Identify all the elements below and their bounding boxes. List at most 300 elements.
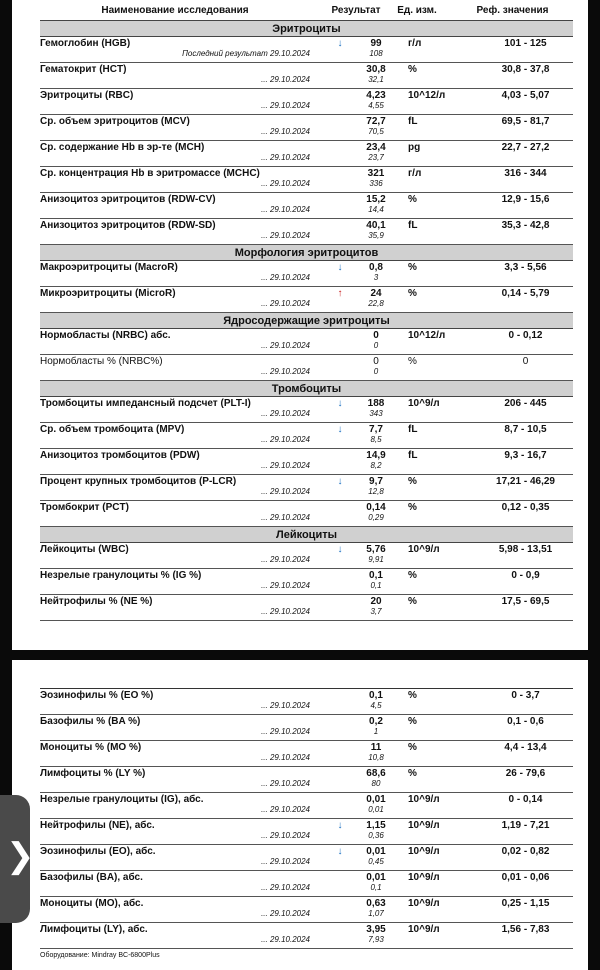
spacer [402, 435, 478, 449]
spacer [478, 49, 573, 63]
spacer [402, 555, 478, 569]
unit: 10^9/л [408, 898, 440, 909]
previous-result-date: ... 29.10.2024 [40, 179, 330, 193]
result-value: 24 [370, 288, 382, 299]
previous-result-date: ... 29.10.2024 [40, 805, 330, 819]
previous-result-date: ... 29.10.2024 [40, 75, 330, 89]
previous-result-date: ... 29.10.2024 [40, 555, 330, 569]
flag-cell [330, 923, 350, 936]
reference-range: 30,8 - 37,8 [501, 64, 550, 75]
section-title: Ядросодержащие эритроциты [40, 313, 573, 329]
test-name: Процент крупных тромбоцитов (P-LCR) [40, 476, 237, 487]
unit: 10^9/л [408, 544, 440, 555]
previous-result-row [40, 153, 573, 167]
reference-range: 17,21 - 46,29 [496, 476, 555, 487]
test-name: Нейтрофилы (NE), абс. [40, 820, 155, 831]
reference-range: 0,14 - 5,79 [501, 288, 550, 299]
previous-result-date: ... 29.10.2024 [40, 935, 330, 949]
result-value: 0,2 [369, 716, 383, 727]
spacer [402, 857, 478, 871]
test-name: Лейкоциты (WBC) [40, 544, 129, 555]
section-title: Тромбоциты [40, 381, 573, 397]
previous-result-value: 3 [350, 273, 402, 287]
spacer [402, 487, 478, 501]
arrow-down-icon: ↓ [337, 820, 343, 831]
previous-result-value: 0 [350, 341, 402, 355]
result-value: 0,01 [366, 872, 386, 883]
test-name: Тромбокрит (PCT) [40, 502, 129, 513]
side-panel-handle[interactable] [0, 795, 35, 923]
spacer [478, 179, 573, 193]
previous-result-value: 9,91 [350, 555, 402, 569]
result-value: 0,8 [369, 262, 383, 273]
previous-result-value: 4,55 [350, 101, 402, 115]
test-name: Анизоцитоз тромбоцитов (PDW) [40, 450, 200, 461]
previous-result-date: ... 29.10.2024 [40, 513, 330, 527]
reference-range: 0 - 3,7 [511, 690, 540, 701]
reference-range: 9,3 - 16,7 [504, 450, 547, 461]
test-name: Нормобласты % (NRBC%) [40, 356, 163, 367]
result-value: 9,7 [369, 476, 383, 487]
spacer [330, 581, 350, 595]
previous-result-value: 14,4 [350, 205, 402, 219]
spacer [330, 101, 350, 115]
spacer [478, 935, 573, 949]
spacer [330, 179, 350, 193]
reference-range: 0,01 - 0,06 [501, 872, 550, 883]
spacer [330, 513, 350, 527]
previous-result-date: ... 29.10.2024 [40, 367, 330, 381]
spacer [478, 75, 573, 89]
flag-cell [330, 871, 350, 884]
previous-result-row [40, 909, 573, 923]
unit: 10^9/л [408, 820, 440, 831]
table-row [40, 115, 573, 128]
spacer [478, 205, 573, 219]
previous-result-value: 80 [350, 779, 402, 793]
unit: 10^9/л [408, 872, 440, 883]
table-row [40, 193, 573, 206]
previous-result-date: Последний результат 29.10.2024 [40, 49, 330, 63]
spacer [402, 581, 478, 595]
unit: 10^9/л [408, 924, 440, 935]
flag-cell [330, 63, 350, 76]
table-row [40, 689, 573, 702]
section-title: Лейкоциты [40, 527, 573, 543]
reference-range: 0,25 - 1,15 [501, 898, 550, 909]
spacer [402, 179, 478, 193]
result-value: 14,9 [366, 450, 386, 461]
spacer [402, 779, 478, 793]
test-name: Ср. объем эритроцитов (MCV) [40, 116, 190, 127]
spacer [402, 701, 478, 715]
previous-result-value: 4,5 [350, 701, 402, 715]
previous-result-value: 22,8 [350, 299, 402, 313]
spacer [330, 299, 350, 313]
previous-result-date: ... 29.10.2024 [40, 231, 330, 245]
spacer [330, 367, 350, 381]
unit: % [408, 262, 417, 273]
spacer [330, 753, 350, 767]
result-value: 20 [370, 596, 382, 607]
previous-result-row [40, 49, 573, 63]
test-name: Нормобласты (NRBC) абс. [40, 330, 171, 341]
result-value: 3,95 [366, 924, 386, 935]
header-unit: Ед. изм. [397, 4, 437, 16]
previous-result-date: ... 29.10.2024 [40, 909, 330, 923]
flag-cell [330, 793, 350, 806]
table-row [40, 501, 573, 514]
previous-result-date: ... 29.10.2024 [40, 153, 330, 167]
previous-result-value: 0 [350, 367, 402, 381]
previous-result-row [40, 179, 573, 193]
unit: % [408, 476, 417, 487]
previous-result-value: 0,01 [350, 805, 402, 819]
result-value: 7,7 [369, 424, 383, 435]
spacer [330, 701, 350, 715]
result-value: 30,8 [366, 64, 386, 75]
result-value: 99 [370, 38, 382, 49]
test-name: Ср. содержание Hb в эр-те (MCH) [40, 142, 205, 153]
previous-result-row [40, 581, 573, 595]
test-name: Ср. концентрация Hb в эритромассе (MCHC) [40, 168, 260, 179]
previous-result-row [40, 487, 573, 501]
spacer [330, 435, 350, 449]
reference-range: 26 - 79,6 [505, 768, 546, 779]
test-name: Гемоглобин (HGB) [40, 38, 131, 49]
spacer [402, 49, 478, 63]
unit: % [408, 570, 417, 581]
flag-cell [330, 355, 350, 368]
previous-result-date: ... 29.10.2024 [40, 273, 330, 287]
previous-result-value: 3,7 [350, 607, 402, 621]
spacer [402, 231, 478, 245]
spacer [478, 727, 573, 741]
previous-result-row [40, 779, 573, 793]
previous-result-value: 23,7 [350, 153, 402, 167]
result-value: 0,14 [366, 502, 386, 513]
table-row [40, 767, 573, 780]
spacer [330, 127, 350, 141]
previous-result-row [40, 273, 573, 287]
previous-result-date: ... 29.10.2024 [40, 461, 330, 475]
table-row [40, 741, 573, 754]
unit: fL [408, 220, 418, 231]
spacer [402, 75, 478, 89]
test-name: Эозинофилы (EO), абс. [40, 846, 156, 857]
table-row [40, 871, 573, 884]
previous-result-row [40, 727, 573, 741]
previous-result-date: ... 29.10.2024 [40, 883, 330, 897]
spacer [330, 857, 350, 871]
test-name: Нейтрофилы % (NE %) [40, 596, 153, 607]
unit: % [408, 194, 417, 205]
spacer [402, 607, 478, 621]
previous-result-date: ... 29.10.2024 [40, 299, 330, 313]
spacer [330, 935, 350, 949]
spacer [478, 701, 573, 715]
previous-result-row [40, 805, 573, 819]
table-header [40, 0, 573, 21]
reference-range: 206 - 445 [504, 398, 547, 409]
previous-result-row [40, 883, 573, 897]
reference-range: 35,3 - 42,8 [501, 220, 550, 231]
flag-cell [330, 715, 350, 728]
section-header [40, 527, 573, 543]
section-header [40, 381, 573, 397]
spacer [402, 753, 478, 767]
reference-range: 0 - 0,9 [511, 570, 540, 581]
result-value: 0 [373, 356, 379, 367]
table-row [40, 475, 573, 488]
test-name: Ср. объем тромбоцита (MPV) [40, 424, 185, 435]
previous-result-date: ... 29.10.2024 [40, 753, 330, 767]
table-row [40, 595, 573, 608]
table-row [40, 141, 573, 154]
table-row [40, 261, 573, 274]
spacer [478, 487, 573, 501]
spacer [402, 805, 478, 819]
arrow-up-icon: ↑ [337, 288, 343, 299]
reference-range: 0,02 - 0,82 [501, 846, 550, 857]
reference-range: 69,5 - 81,7 [501, 116, 550, 127]
unit: fL [408, 116, 418, 127]
unit: 10^12/л [408, 330, 446, 341]
header-name: Наименование исследования [101, 4, 249, 16]
reference-range: 12,9 - 15,6 [501, 194, 550, 205]
table-row [40, 397, 573, 410]
spacer [402, 513, 478, 527]
flag-cell [330, 329, 350, 342]
previous-result-row [40, 367, 573, 381]
reference-range: 316 - 344 [504, 168, 547, 179]
spacer [478, 513, 573, 527]
table-row [40, 63, 573, 76]
arrow-down-icon: ↓ [337, 38, 343, 49]
table-row [40, 37, 573, 50]
flag-cell [330, 89, 350, 102]
result-value: 15,2 [366, 194, 386, 205]
previous-result-row [40, 341, 573, 355]
previous-result-value: 32,1 [350, 75, 402, 89]
section-header [40, 245, 573, 261]
previous-result-value: 0,45 [350, 857, 402, 871]
flag-cell [330, 115, 350, 128]
spacer [478, 299, 573, 313]
previous-result-date: ... 29.10.2024 [40, 857, 330, 871]
reference-range: 101 - 125 [504, 38, 547, 49]
previous-result-date: ... 29.10.2024 [40, 701, 330, 715]
test-name: Незрелые гранулоциты (IG), абс. [40, 794, 204, 805]
spacer [330, 805, 350, 819]
reference-range: 8,7 - 10,5 [504, 424, 547, 435]
previous-result-row [40, 101, 573, 115]
spacer [402, 127, 478, 141]
arrow-down-icon: ↓ [337, 262, 343, 273]
unit: 10^12/л [408, 90, 446, 101]
table-row [40, 793, 573, 806]
previous-result-value: 1 [350, 727, 402, 741]
previous-result-date: ... 29.10.2024 [40, 727, 330, 741]
flag-cell [330, 501, 350, 514]
table-row [40, 819, 573, 832]
previous-result-value: 10,8 [350, 753, 402, 767]
test-name: Микроэритроциты (MicroR) [40, 288, 176, 299]
section-header [40, 313, 573, 329]
previous-result-row [40, 935, 573, 949]
result-value: 5,76 [366, 544, 386, 555]
unit: 10^9/л [408, 794, 440, 805]
table-row [40, 715, 573, 728]
table-row [40, 543, 573, 556]
spacer [478, 555, 573, 569]
spacer [330, 779, 350, 793]
flag-cell [330, 141, 350, 154]
previous-result-date: ... 29.10.2024 [40, 607, 330, 621]
spacer [402, 727, 478, 741]
spacer [330, 831, 350, 845]
test-name: Незрелые гранулоциты % (IG %) [40, 570, 202, 581]
spacer [402, 367, 478, 381]
previous-result-date: ... 29.10.2024 [40, 487, 330, 501]
test-name: Базофилы % (BA %) [40, 716, 141, 727]
table-row [40, 923, 573, 936]
table-row [40, 897, 573, 910]
spacer [330, 273, 350, 287]
unit: pg [408, 142, 421, 153]
arrow-down-icon: ↓ [337, 846, 343, 857]
reference-range: 0,1 - 0,6 [507, 716, 544, 727]
previous-result-value: 7,93 [350, 935, 402, 949]
spacer [478, 857, 573, 871]
previous-result-value: 8,5 [350, 435, 402, 449]
previous-result-row [40, 461, 573, 475]
previous-result-row [40, 513, 573, 527]
previous-result-date: ... 29.10.2024 [40, 435, 330, 449]
result-value: 0,01 [366, 794, 386, 805]
unit: 10^9/л [408, 398, 440, 409]
spacer [402, 153, 478, 167]
result-value: 23,4 [366, 142, 386, 153]
test-name: Моноциты % (MO %) [40, 742, 142, 753]
reference-range: 1,56 - 7,83 [501, 924, 550, 935]
spacer [478, 831, 573, 845]
flag-cell [330, 167, 350, 180]
unit: % [408, 64, 417, 75]
result-value: 0,63 [366, 898, 386, 909]
table-row [40, 845, 573, 858]
spacer [330, 555, 350, 569]
previous-result-row [40, 753, 573, 767]
reference-range: 0 [522, 356, 529, 367]
previous-result-date: ... 29.10.2024 [40, 101, 330, 115]
previous-result-value: 0,36 [350, 831, 402, 845]
test-name: Моноциты (MO), абс. [40, 898, 144, 909]
previous-result-date: ... 29.10.2024 [40, 341, 330, 355]
unit: % [408, 288, 417, 299]
spacer [330, 607, 350, 621]
arrow-down-icon: ↓ [337, 544, 343, 555]
reference-range: 0,12 - 0,35 [501, 502, 550, 513]
table-row [40, 449, 573, 462]
arrow-down-icon: ↓ [337, 476, 343, 487]
unit: % [408, 356, 417, 367]
table-row [40, 423, 573, 436]
report-page-1 [12, 0, 588, 650]
results-table-2 [40, 688, 573, 949]
previous-result-value: 0,29 [350, 513, 402, 527]
spacer [478, 607, 573, 621]
test-name: Базофилы (BA), абс. [40, 872, 143, 883]
spacer [402, 883, 478, 897]
section-title: Морфология эритроцитов [40, 245, 573, 261]
reference-range: 1,19 - 7,21 [501, 820, 550, 831]
test-name: Макроэритроциты (MacroR) [40, 262, 178, 273]
spacer [330, 231, 350, 245]
flag-cell [330, 449, 350, 462]
result-value: 40,1 [366, 220, 386, 231]
previous-result-value: 1,07 [350, 909, 402, 923]
previous-result-value: 8,2 [350, 461, 402, 475]
spacer [478, 231, 573, 245]
previous-result-row [40, 831, 573, 845]
test-name: Эритроциты (RBC) [40, 90, 134, 101]
result-value: 188 [367, 398, 385, 409]
spacer [478, 883, 573, 897]
reference-range: 17,5 - 69,5 [501, 596, 550, 607]
unit: % [408, 716, 417, 727]
unit: fL [408, 424, 418, 435]
result-value: 1,15 [366, 820, 386, 831]
result-value: 68,6 [366, 768, 386, 779]
spacer [478, 341, 573, 355]
spacer [478, 273, 573, 287]
arrow-down-icon: ↓ [337, 398, 343, 409]
previous-result-date: ... 29.10.2024 [40, 831, 330, 845]
spacer [330, 341, 350, 355]
spacer [330, 727, 350, 741]
test-name: Анизоцитоз эритроцитов (RDW-SD) [40, 220, 216, 231]
spacer [402, 461, 478, 475]
flag-cell [330, 767, 350, 780]
reference-range: 3,3 - 5,56 [504, 262, 547, 273]
previous-result-value: 0,1 [350, 581, 402, 595]
test-name: Тромбоциты импедансный подсчет (PLT-I) [40, 398, 251, 409]
flag-cell [330, 193, 350, 206]
arrow-down-icon: ↓ [337, 424, 343, 435]
flag-cell [330, 897, 350, 910]
spacer [330, 883, 350, 897]
reference-range: 4,4 - 13,4 [504, 742, 547, 753]
spacer [478, 127, 573, 141]
unit: г/л [408, 168, 422, 179]
previous-result-row [40, 857, 573, 871]
previous-result-row [40, 555, 573, 569]
unit: % [408, 502, 417, 513]
spacer [402, 909, 478, 923]
reference-range: 0 - 0,14 [508, 794, 543, 805]
previous-result-row [40, 127, 573, 141]
report-page-2 [12, 660, 588, 970]
unit: % [408, 690, 417, 701]
spacer [402, 205, 478, 219]
spacer [402, 831, 478, 845]
previous-result-row [40, 435, 573, 449]
unit: % [408, 596, 417, 607]
spacer [330, 75, 350, 89]
test-name: Эозинофилы % (EO %) [40, 690, 154, 701]
previous-result-value: 35,9 [350, 231, 402, 245]
